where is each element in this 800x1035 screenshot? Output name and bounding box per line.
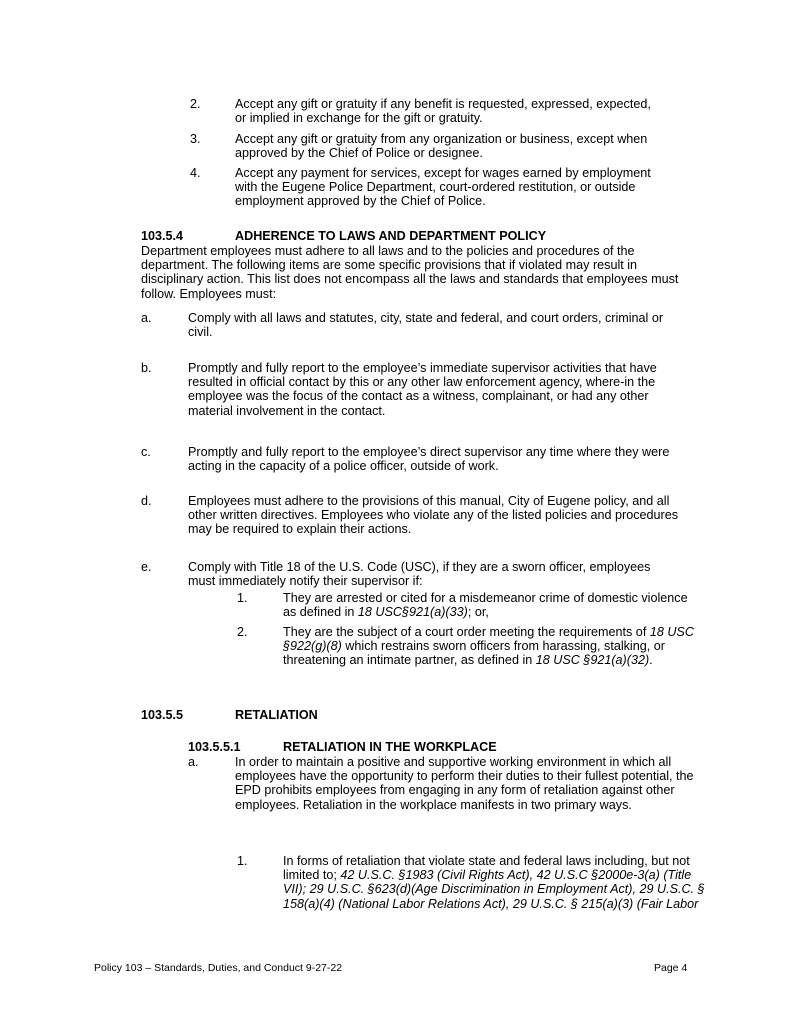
sub-text: They are arrested or cited for a misdemeanor crime of domestic violence as defined in 18 USC§921(a)(33); or, [283, 591, 688, 620]
subsection-title: RETALIATION IN THE WORKPLACE [283, 740, 497, 754]
list-text: Accept any payment for services, except for wages earned by employment with the Eugene Police Department, court-ordered restitution, or outside employment approved by the Chief of Police. [235, 166, 651, 209]
footer-title: Policy 103 – Standards, Duties, and Conduct 9-27-22 [94, 962, 343, 974]
sub-number: 1. [237, 854, 248, 868]
item-letter: e. [141, 560, 152, 574]
item-text: Promptly and fully report to the employee’s immediate supervisor activities that have resulted in official contact by this or any other law enforcement agency, where-in the employee was the focus of the contact as a witness, complainant, or had any other material involvement in the contact. [188, 361, 657, 418]
section-title: RETALIATION [235, 708, 318, 722]
page-number: Page 4 [654, 962, 688, 974]
item-letter: b. [141, 361, 152, 375]
item-text: Comply with Title 18 of the U.S. Code (USC), if they are a sworn officer, employees must immediately notify their supervisor if: [188, 560, 651, 589]
item-letter: d. [141, 494, 152, 508]
item-text: Employees must adhere to the provisions of this manual, City of Eugene policy, and all other written directives. Employees who violate any of the listed policies and procedures may be required to explain their actions. [188, 494, 679, 537]
item-letter: c. [141, 445, 151, 459]
section-title: ADHERENCE TO LAWS AND DEPARTMENT POLICY [235, 229, 547, 243]
list-number: 4. [190, 166, 201, 180]
list-text: Accept any gift or gratuity if any benefit is requested, expressed, expected, or implied in exchange for the gift or gratuity. [235, 97, 651, 126]
list-number: 3. [190, 132, 201, 146]
item-text: In order to maintain a positive and supportive working environment in which all employees have the opportunity to perform their duties to their fullest potential, the EPD prohibits employees from engaging in any form of retaliation against other employees. Retaliation in the workplace manifests in two primary ways. [235, 755, 694, 812]
sub-text: In forms of retaliation that violate state and federal laws including, but not limited to; 42 U.S.C. §1983 (Civil Rights Act), 42 U.S.C §2000e-3(a) (Title VII); 29 U.S.C. §623(d)(Age Discrimination in Employment Act), 29 U.S.C. § 158(a)(4) (National Labor Relations Act), 29 U.S.C. § 215(a)(3) (Fair Labor [283, 854, 705, 911]
section-intro: Department employees must adhere to all laws and to the policies and procedures of the department. The following items are some specific provisions that if violated may result in disciplinary action. This list does not encompass all the laws and standards that employees must follow. Employees must: [141, 244, 679, 301]
sub-number: 1. [237, 591, 248, 605]
item-letter: a. [141, 311, 152, 325]
sub-text: They are the subject of a court order meeting the requirements of 18 USC §922(g)(8) which restrains sworn officers from harassing, stalking, or threatening an intimate partner, as defined in 18 USC §921(a)(32). [283, 625, 694, 668]
section-number: 103.5.4 [141, 229, 184, 243]
item-text: Promptly and fully report to the employee’s direct supervisor any time where they were acting in the capacity of a police officer, outside of work. [188, 445, 670, 474]
section-number: 103.5.5 [141, 708, 184, 722]
sub-number: 2. [237, 625, 248, 639]
item-letter: a. [188, 755, 199, 769]
subsection-number: 103.5.5.1 [188, 740, 241, 754]
list-text: Accept any gift or gratuity from any organization or business, except when approved by the Chief of Police or designee. [235, 132, 648, 161]
item-text: Comply with all laws and statutes, city, state and federal, and court orders, criminal or civil. [188, 311, 664, 340]
list-number: 2. [190, 97, 201, 111]
